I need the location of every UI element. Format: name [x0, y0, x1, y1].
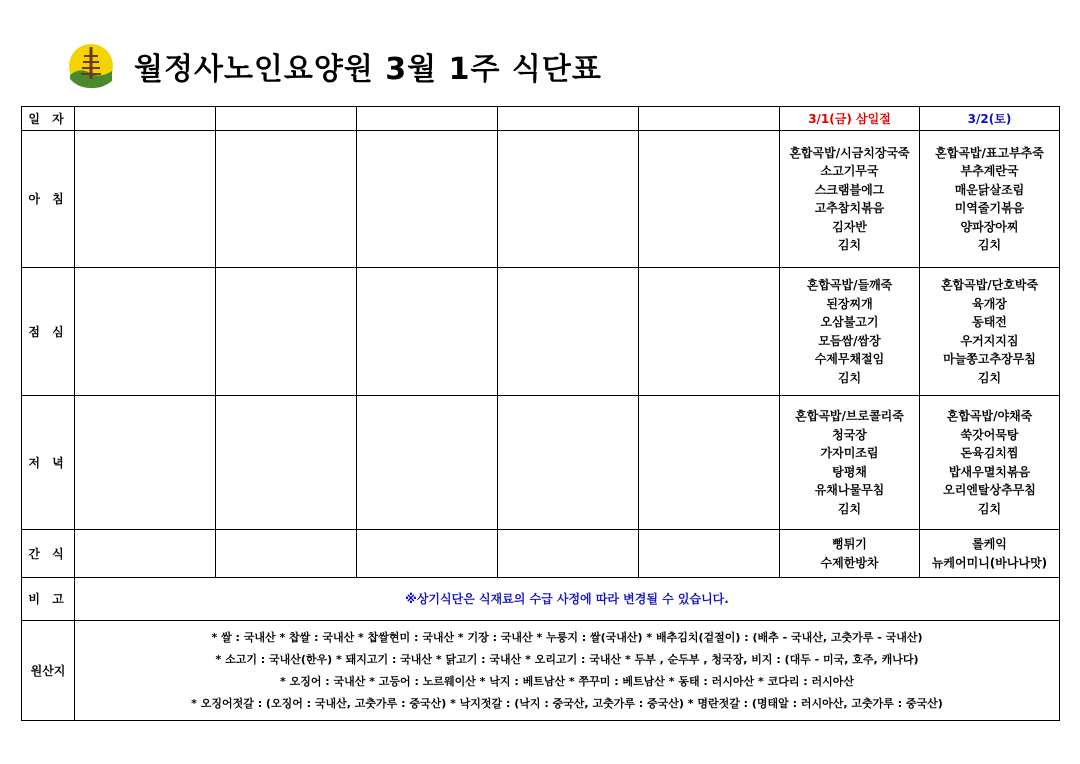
- menu-item: 오삼불고기: [820, 315, 879, 329]
- lunch-day2: [920, 268, 1060, 396]
- menu-item: 소고기무국: [820, 164, 879, 178]
- menu-item: 모듬쌈/쌈장: [818, 333, 881, 348]
- menu-item: 김자반: [832, 219, 867, 234]
- breakfast-day2: [920, 131, 1060, 268]
- pagoda-sun-logo-icon: [66, 41, 116, 91]
- empty-cell: [75, 530, 216, 578]
- menu-item: 미역줄기볶음: [954, 201, 1025, 215]
- empty-cell: [639, 396, 780, 530]
- empty-cell: [498, 131, 639, 268]
- menu-item: 혼합곡밥/단호박죽: [940, 278, 1039, 292]
- origin-row: [22, 621, 1060, 721]
- menu-item: 오리엔탈상추무침: [943, 483, 1036, 497]
- menu-item: 수제무채절임: [814, 352, 885, 366]
- menu-item: 김치: [837, 501, 862, 516]
- empty-cell: [357, 107, 498, 131]
- menu-item: 수제한방차: [820, 555, 879, 570]
- empty-cell: [75, 268, 216, 396]
- empty-cell: [216, 396, 357, 530]
- empty-cell: [216, 268, 357, 396]
- menu-item: 된장찌개: [826, 296, 873, 311]
- menu-item: 김치: [837, 238, 862, 252]
- menu-item: 청국장: [832, 427, 867, 442]
- menu-item: * 쌀 : 국내산 * 찹쌀 : 국내산 * 찹쌀현미 : 국내산 * 기장 : 국내산 * 누룽지 : 쌀(국내산) * 배추김치(겉절이) : (배추 - 국내산, 고춧가루 - 국내산): [211, 630, 923, 644]
- empty-cell: [216, 530, 357, 578]
- menu-item: 우거지지짐: [960, 333, 1019, 348]
- empty-cell: [498, 268, 639, 396]
- row-label-snack: 간 식: [22, 530, 75, 578]
- menu-item: 김치: [977, 501, 1002, 516]
- menu-item: 고추참치볶음: [814, 201, 885, 215]
- empty-cell: [75, 131, 216, 268]
- empty-cell: [357, 530, 498, 578]
- menu-item: 혼합곡밥/야채죽: [946, 409, 1033, 423]
- menu-item: * 소고기 : 국내산(한우) * 돼지고기 : 국내산 * 닭고기 : 국내산 * 오리고기 : 국내산 * 두부 , 순두부 , 청국장, 비지 : (대두 - 미국, 호주, 캐나다): [215, 652, 919, 666]
- menu-item: 밥새우멸치볶음: [948, 464, 1031, 479]
- menu-item: 뻥튀기: [832, 537, 867, 551]
- menu-item: 김치: [837, 370, 862, 385]
- page-title: 월정사노인요양원 3월 1주 식단표: [134, 52, 602, 87]
- lunch-day1: [780, 268, 920, 396]
- meal-table: [21, 106, 1060, 721]
- menu-item: 뉴케어미니(바나나맛): [931, 555, 1048, 570]
- menu-item: 김치: [977, 238, 1002, 252]
- empty-cell: [216, 107, 357, 131]
- empty-cell: [75, 396, 216, 530]
- empty-cell: [357, 131, 498, 268]
- menu-item: * 오징어 : 국내산 * 고등어 : 노르웨이산 * 낙지 : 베트남산 * 쭈꾸미 : 베트남산 * 동태 : 러시아산 * 코다리 : 러시아산: [279, 674, 855, 688]
- menu-item: 혼합곡밥/브로콜리죽: [795, 409, 904, 423]
- menu-item: 유채나물무침: [814, 483, 885, 497]
- menu-item: 돈육김치찜: [960, 446, 1019, 460]
- menu-item: 혼합곡밥/들깨죽: [806, 278, 893, 292]
- snack-row: [22, 530, 1060, 578]
- row-label-dinner: 저 녁: [22, 396, 75, 530]
- empty-cell: [639, 107, 780, 131]
- menu-item: 가자미조림: [820, 446, 879, 460]
- empty-cell: [639, 131, 780, 268]
- menu-item: 혼합곡밥/시금치장국죽: [789, 145, 910, 160]
- row-label-breakfast: 아 침: [22, 131, 75, 268]
- menu-item: 스크램블에그: [814, 182, 885, 197]
- menu-item: 매운닭살조림: [954, 182, 1025, 197]
- menu-item: 육개장: [972, 296, 1007, 311]
- lunch-row: [22, 268, 1060, 396]
- row-label-lunch: 점 심: [22, 268, 75, 396]
- row-label-date: 일 자: [22, 107, 75, 131]
- menu-item: 부추계란국: [960, 164, 1019, 178]
- empty-cell: [357, 396, 498, 530]
- menu-item: 탕평채: [832, 464, 867, 479]
- row-label-origin: 원산지: [22, 621, 75, 721]
- breakfast-row: [22, 131, 1060, 268]
- menu-item: 쑥갓어묵탕: [960, 427, 1019, 442]
- header: [66, 40, 602, 92]
- origin-info: [75, 621, 1060, 721]
- menu-item: 마늘쫑고추장무침: [943, 352, 1036, 366]
- empty-cell: [639, 268, 780, 396]
- breakfast-day1: [780, 131, 920, 268]
- dinner-row: [22, 396, 1060, 530]
- empty-cell: [498, 396, 639, 530]
- dinner-day1: [780, 396, 920, 530]
- remarks-text: ※상기식단은 식재료의 수급 사정에 따라 변경될 수 있습니다.: [75, 578, 1060, 621]
- empty-cell: [639, 530, 780, 578]
- empty-cell: [498, 530, 639, 578]
- snack-day1: [780, 530, 920, 578]
- date-row: [22, 107, 1060, 131]
- menu-item: 동태전: [972, 315, 1007, 329]
- menu-item: 양파장아찌: [960, 219, 1019, 234]
- empty-cell: [216, 131, 357, 268]
- row-label-remarks: 비 고: [22, 578, 75, 621]
- dinner-day2: [920, 396, 1060, 530]
- snack-day2: [920, 530, 1060, 578]
- menu-item: 김치: [977, 370, 1002, 385]
- empty-cell: [498, 107, 639, 131]
- empty-cell: [75, 107, 216, 131]
- remarks-row: [22, 578, 1060, 621]
- date-header-day2: 3/2(토): [920, 107, 1060, 131]
- date-header-day1: 3/1(금) 삼일절: [780, 107, 920, 131]
- menu-item: * 오징어젓갈 : (오징어 : 국내산, 고춧가루 : 중국산) * 낙지젓갈 : (낙지 : 중국산, 고춧가루 : 중국산) * 명란젓갈 : (명태알 : 러시아산, 고춧가루 : 중국산): [191, 696, 943, 710]
- menu-item: 롤케익: [972, 537, 1007, 551]
- empty-cell: [357, 268, 498, 396]
- menu-item: 혼합곡밥/표고부추죽: [935, 145, 1044, 160]
